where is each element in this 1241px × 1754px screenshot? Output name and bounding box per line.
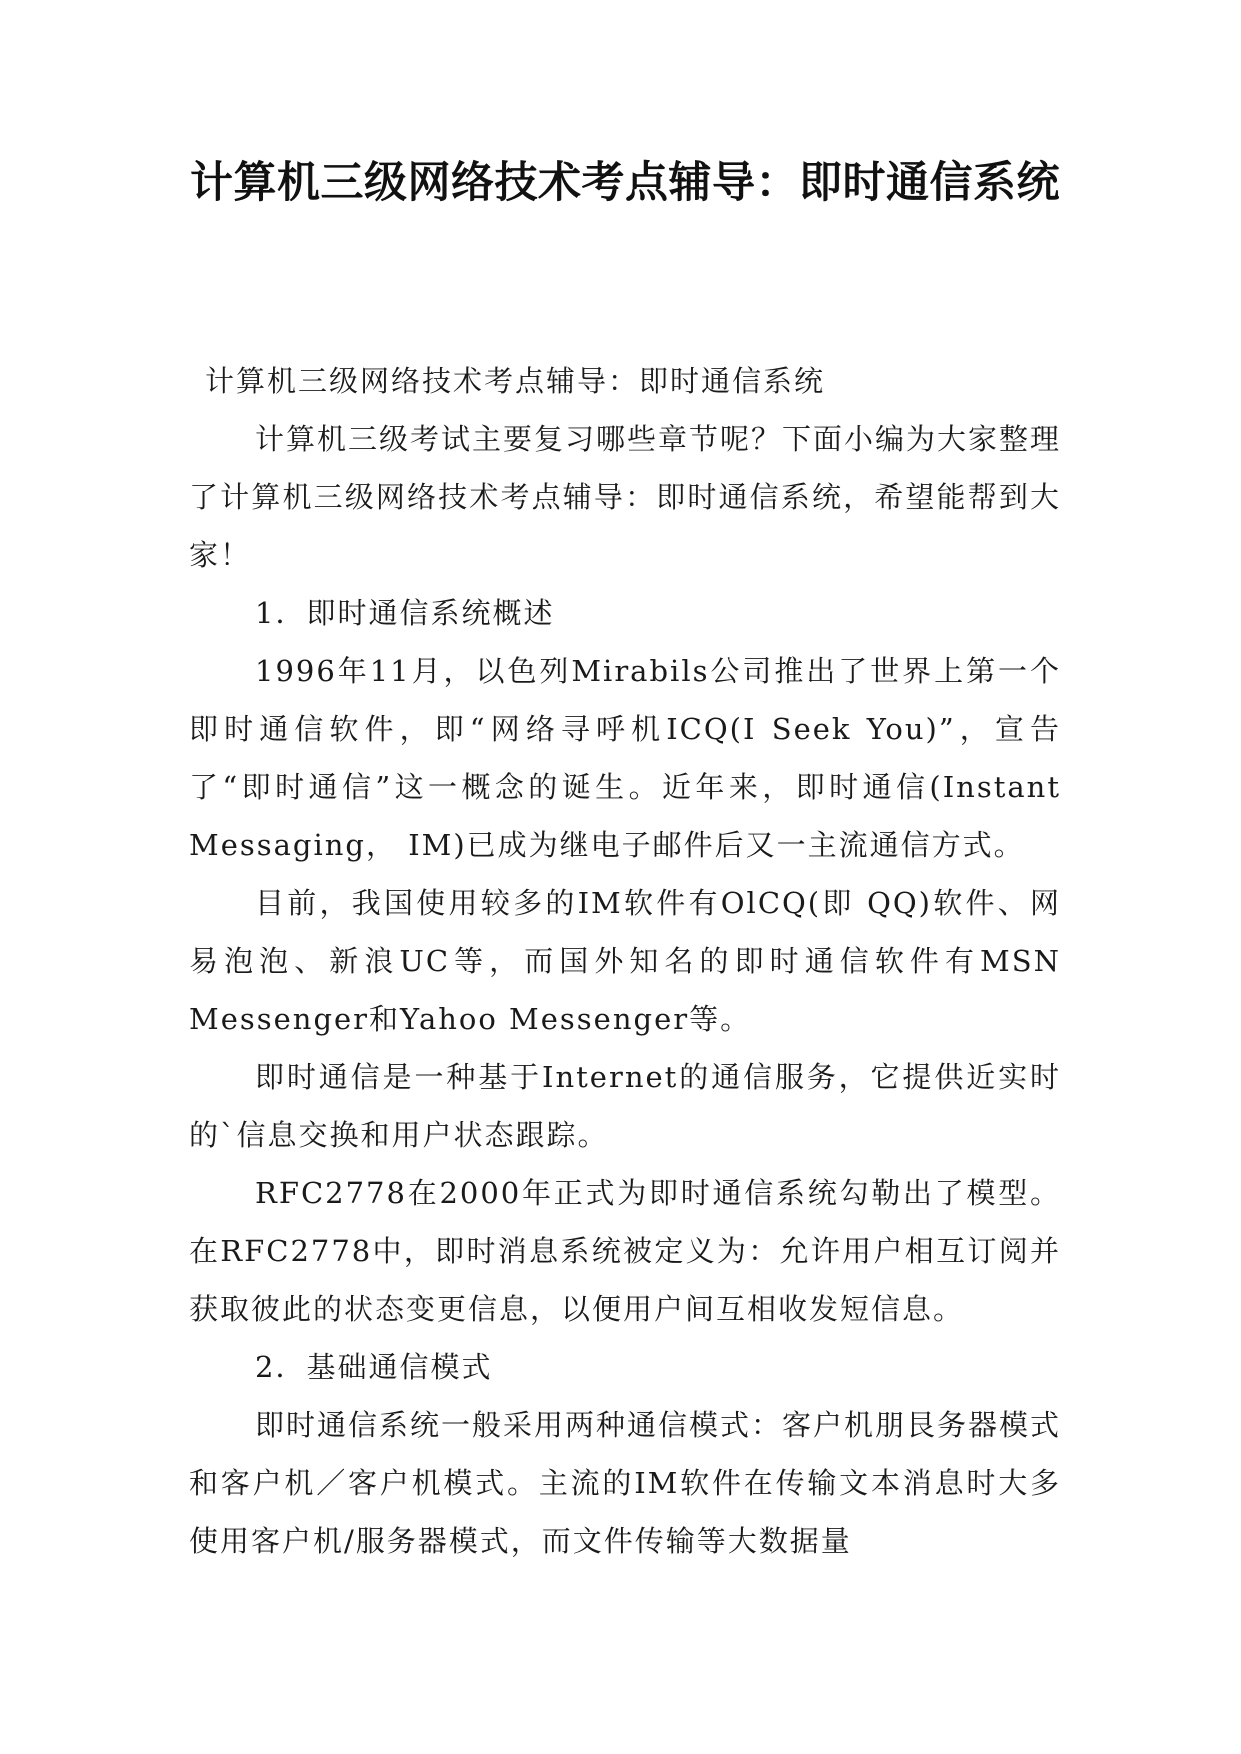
- document-body: [189, 352, 1061, 1570]
- paragraph-definition: 即时通信是一种基于Internet的通信服务，它提供近实时的`信息交换和用户状态跟踪。: [189, 1060, 1061, 1152]
- section-heading-2: 2．基础通信模式: [255, 1350, 493, 1384]
- section-heading-1: 1．即时通信系统概述: [255, 596, 555, 630]
- paragraph-subtitle: 计算机三级网络技术考点辅导：即时通信系统: [205, 364, 826, 398]
- paragraph-history: 1996年11月，以色列Mirabils公司推出了世界上第一个即时通信软件，即“网络寻呼机ICQ(I Seek You)”，宣告了“即时通信”这一概念的诞生。近年来，即时通信(Instant Messaging， IM)已成为继电子邮件后又一主流通信方式。: [189, 654, 1061, 862]
- document-title: 计算机三级网络技术考点辅导：即时通信系统: [190, 158, 1060, 208]
- paragraph-modes: 即时通信系统一般采用两种通信模式：客户机朋艮务器模式和客户机／客户机模式。主流的IM软件在传输文本消息时大多使用客户机/服务器模式，而文件传输等大数据量: [189, 1408, 1062, 1558]
- paragraph-intro: 计算机三级考试主要复习哪些章节呢？下面小编为大家整理了计算机三级网络技术考点辅导：即时通信系统，希望能帮到大家！: [189, 422, 1062, 572]
- paragraph-rfc2778: RFC2778在2000年正式为即时通信系统勾勒出了模型。在RFC2778中，即时消息系统被定义为：允许用户相互订阅并获取彼此的状态变更信息，以便用户间互相收发短信息。: [189, 1176, 1061, 1326]
- paragraph-software: 目前，我国使用较多的IM软件有OlCQ(即 QQ)软件、网易泡泡、新浪UC等，而国外知名的即时通信软件有MSN Messenger和Yahoo Messenger等。: [189, 886, 1061, 1036]
